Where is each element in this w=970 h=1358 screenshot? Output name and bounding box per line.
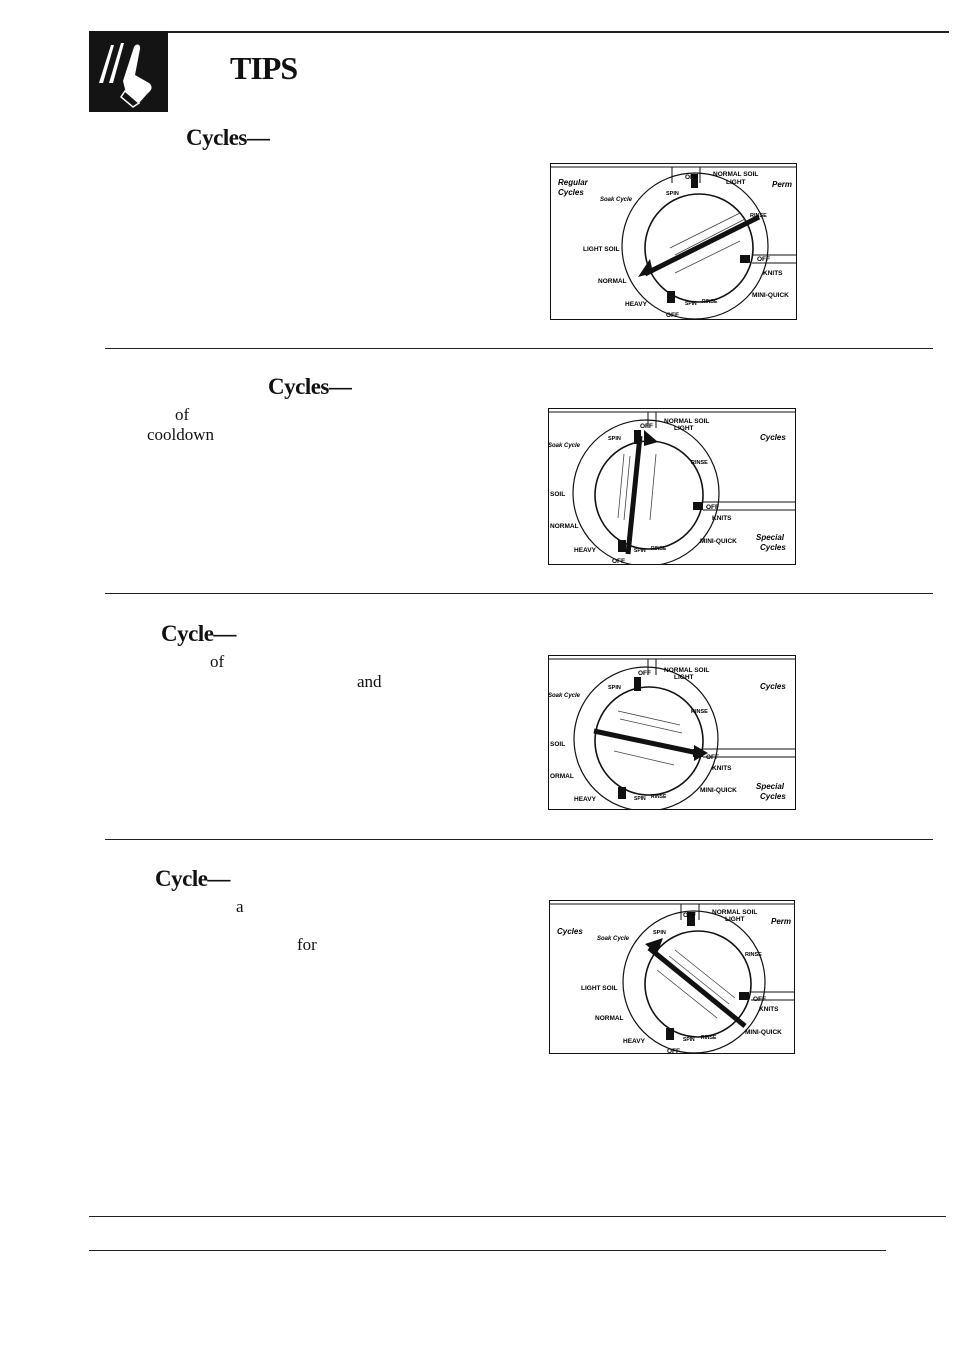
- dial-3-spin-bottom: SPIN: [634, 796, 646, 802]
- dial-4-off-top: OFF: [683, 912, 696, 919]
- dial-4-normal-soil: NORMAL SOIL: [712, 909, 758, 916]
- dial-3-off-top: OFF: [638, 670, 651, 677]
- dial-diagram-3: [548, 655, 796, 810]
- section-4-text-fragment-1: a: [236, 897, 244, 916]
- dial-2-heavy: HEAVY: [574, 547, 596, 554]
- dial-4-rinse: RINSE: [745, 952, 762, 958]
- dial-1-rinse: RINSE: [750, 213, 767, 219]
- dial-3-special-cycles: Cycles: [760, 792, 786, 801]
- dial-3-heavy: HEAVY: [574, 796, 596, 803]
- dial-1-knits: KNITS: [763, 270, 783, 277]
- section-2-text-fragment-2: cooldown: [147, 425, 215, 444]
- section-divider-3: [105, 839, 933, 840]
- dial-3-soak-cycle: Soak Cycle: [548, 693, 581, 699]
- dial-2-knits: KNITS: [712, 515, 732, 522]
- dial-2-special-cycles: Cycles: [760, 543, 786, 552]
- dial-4-spin-bottom: SPIN: [683, 1037, 695, 1043]
- section-divider-2: [105, 593, 933, 594]
- section-1-heading: Cycles—: [186, 125, 270, 150]
- section-3-text-fragment-1: of: [210, 652, 225, 671]
- dial-1-normal: NORMAL: [598, 278, 627, 285]
- dial-2-off-bottom: OFF: [612, 558, 625, 565]
- dial-4-off-bottom: OFF: [667, 1048, 680, 1054]
- dial-1-off-top: OFF: [685, 174, 698, 181]
- dial-diagram-1: [550, 163, 797, 320]
- dial-2-off-top: OFF: [640, 423, 653, 430]
- dial-1-soak-cycle: Soak Cycle: [600, 197, 633, 203]
- section-3-heading: Cycle—: [161, 621, 236, 646]
- dial-3-off-mid: OFF: [706, 754, 719, 761]
- dial-4-off-mid: OFF: [753, 996, 766, 1003]
- dial-3-knits: KNITS: [712, 765, 732, 772]
- dial-1-spin-bottom: SPIN: [685, 301, 697, 307]
- dial-4-light: LIGHT: [725, 916, 745, 923]
- dial-4-spin: SPIN: [653, 930, 666, 936]
- section-3-text-fragment-2: and: [357, 672, 382, 691]
- dial-1-perma: Perm: [772, 180, 793, 189]
- dial-3-rinse-bottom: RINSE: [651, 794, 667, 800]
- footer-rule-1: [89, 1216, 946, 1217]
- dial-4-mini-quick: MINI-QUICK: [745, 1029, 782, 1036]
- dial-4-cycles-left: Cycles: [557, 927, 583, 936]
- dial-4-soak-cycle: Soak Cycle: [597, 936, 630, 942]
- section-2-heading: Cycles—: [268, 374, 352, 399]
- dial-1-spin: SPIN: [666, 191, 679, 197]
- dial-1-regular: Regular: [558, 178, 588, 187]
- dial-3-light: LIGHT: [674, 674, 694, 681]
- dial-2-soak-cycle: Soak Cycle: [548, 443, 581, 449]
- hand-pointer-icon: [89, 31, 168, 112]
- dial-4-rinse-bottom: RINSE: [701, 1035, 717, 1041]
- dial-2-spin: SPIN: [608, 436, 621, 442]
- dial-1-light: LIGHT: [726, 179, 746, 186]
- footer-rule-2: [89, 1250, 886, 1251]
- dial-2-spin-bottom: SPIN: [634, 548, 646, 554]
- dial-3-normal: ORMAL: [550, 773, 574, 780]
- dial-2-special: Special: [756, 533, 785, 542]
- dial-1-off-mid: OFF: [757, 256, 770, 263]
- dial-3-spin: SPIN: [608, 685, 621, 691]
- dial-2-mini-quick: MINI-QUICK: [700, 538, 737, 545]
- top-rule: [89, 31, 949, 33]
- dial-1-normal-soil: NORMAL SOIL: [713, 171, 759, 178]
- dial-2-off-mid: OFF: [706, 504, 719, 511]
- dial-4-heavy: HEAVY: [623, 1038, 645, 1045]
- section-2-text-fragment-1: of: [175, 405, 190, 424]
- dial-2-normal-soil: NORMAL SOIL: [664, 418, 710, 425]
- dial-2-cycles-right: Cycles: [760, 433, 786, 442]
- dial-2-rinse-bottom: RINSE: [651, 546, 667, 552]
- dial-3-mini-quick: MINI-QUICK: [700, 787, 737, 794]
- dial-4-light-soil: LIGHT SOIL: [581, 985, 618, 992]
- section-divider-1: [105, 348, 933, 349]
- dial-2-light: LIGHT: [674, 425, 694, 432]
- dial-diagram-2: [548, 408, 796, 565]
- dial-2-normal: NORMAL: [550, 523, 579, 530]
- dial-3-special: Special: [756, 782, 785, 791]
- section-4-text-fragment-2: for: [297, 935, 317, 954]
- dial-3-soil: SOIL: [550, 741, 566, 748]
- dial-2-soil: SOIL: [550, 491, 566, 498]
- dial-3-rinse: RINSE: [691, 709, 708, 715]
- dial-1-mini-quick: MINI-QUICK: [752, 292, 789, 299]
- dial-1-light-soil: LIGHT SOIL: [583, 246, 620, 253]
- dial-3-cycles-right: Cycles: [760, 682, 786, 691]
- dial-1-cycles-left: Cycles: [558, 188, 584, 197]
- dial-4-normal: NORMAL: [595, 1015, 624, 1022]
- dial-2-rinse: RINSE: [691, 460, 708, 466]
- dial-1-heavy: HEAVY: [625, 301, 647, 308]
- dial-1-off-bottom: OFF: [666, 312, 679, 319]
- dial-4-knits: KNITS: [759, 1006, 779, 1013]
- dial-4-perma: Perm: [771, 917, 792, 926]
- page-title: TIPS: [230, 50, 298, 86]
- dial-diagram-4: [549, 900, 795, 1054]
- section-4-heading: Cycle—: [155, 866, 230, 891]
- dial-3-normal-soil: NORMAL SOIL: [664, 667, 710, 674]
- dial-1-rinse-bottom: RINSE: [702, 299, 718, 305]
